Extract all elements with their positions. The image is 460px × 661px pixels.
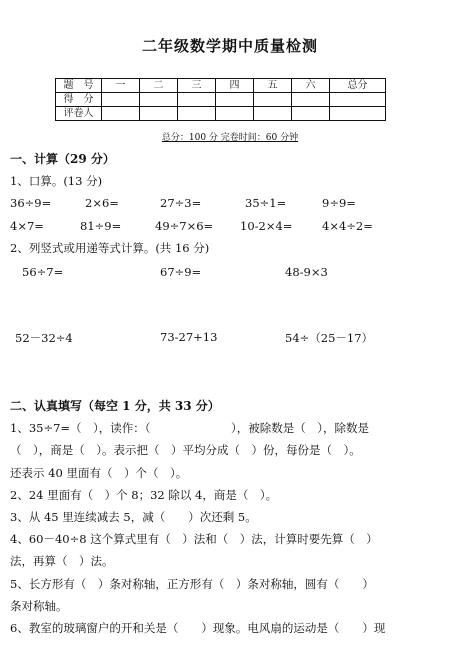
grader-row xyxy=(56,107,386,121)
fill-line: 还表示 40 里面有（ ）个（ ）。 xyxy=(10,466,188,480)
score-table xyxy=(55,78,386,121)
oral-calc-item: 9÷9= xyxy=(322,196,356,210)
fill-line: 3、从 45 里连续减去 5，减（ ）次还剩 5。 xyxy=(10,510,257,524)
score-cell[interactable] xyxy=(330,93,386,107)
grader-cell[interactable] xyxy=(140,107,178,121)
section2-title: 二、认真填写（每空 1 分，共 33 分） xyxy=(10,399,220,413)
header-cell: 二 xyxy=(140,79,178,93)
oral-calc-item: 27÷3= xyxy=(160,196,202,210)
header-cell: 四 xyxy=(216,79,254,93)
oral-calc-item: 81÷9= xyxy=(80,219,122,233)
fill-line: 1、35÷7=（ ），读作：（ ），被除数是（ ），除数是 xyxy=(10,421,370,435)
grader-cell[interactable] xyxy=(102,107,140,121)
score-row xyxy=(56,93,386,107)
header-cell: 五 xyxy=(254,79,292,93)
grader-cell[interactable] xyxy=(254,107,292,121)
row-label: 评卷人 xyxy=(56,107,102,121)
fill-line: 2、24 里面有（ ）个 8；32 除以 4，商是（ ）。 xyxy=(10,488,278,502)
written-calc-item: 56÷7= xyxy=(22,265,64,279)
header-cell: 六 xyxy=(292,79,330,93)
written-calc-item: 67÷9= xyxy=(160,265,202,279)
fill-line: 4、60－40÷8 这个算式里有（ ）法和（ ）法，计算时要先算（ ） xyxy=(10,532,378,546)
header-cell: 一 xyxy=(102,79,140,93)
fill-line: 条对称轴。 xyxy=(10,599,68,613)
score-table-header-row xyxy=(56,79,386,93)
q1-title: 1、口算。(13 分) xyxy=(10,174,103,188)
page-title: 二年级数学期中质量检测 xyxy=(141,37,318,55)
score-cell[interactable] xyxy=(178,93,216,107)
written-calc-item: 54÷（25－17） xyxy=(285,331,374,345)
fill-line: 法，再算（ ）法。 xyxy=(10,554,114,568)
score-cell[interactable] xyxy=(254,93,292,107)
grader-cell[interactable] xyxy=(292,107,330,121)
grader-cell[interactable] xyxy=(330,107,386,121)
exam-meta: 总分：100 分 完卷时间：60 分钟 xyxy=(161,133,299,143)
header-cell: 总分 xyxy=(330,79,386,93)
written-calc-item: 48-9×3 xyxy=(285,265,328,279)
fill-line: 5、长方形有（ ）条对称轴，正方形有（ ）条对称轴，圆有（ ） xyxy=(10,577,374,591)
oral-calc-item: 49÷7×6= xyxy=(155,219,214,233)
section1-title: 一、计算（29 分） xyxy=(10,152,115,166)
score-cell[interactable] xyxy=(292,93,330,107)
header-cell: 三 xyxy=(178,79,216,93)
grader-cell[interactable] xyxy=(178,107,216,121)
grader-cell[interactable] xyxy=(216,107,254,121)
q2-title: 2、列竖式或用递等式计算。(共 16 分) xyxy=(10,241,210,255)
score-cell[interactable] xyxy=(216,93,254,107)
oral-calc-item: 4×7= xyxy=(10,219,44,233)
oral-calc-item: 10-2×4= xyxy=(240,219,293,233)
oral-calc-item: 4×4÷2= xyxy=(322,219,373,233)
oral-calc-item: 36÷9= xyxy=(10,196,52,210)
fill-line: （ ），商是（ ）。表示把（ ）平均分成（ ）份，每份是（ ）。 xyxy=(10,443,361,457)
fill-line: 6、教室的玻璃窗户的开和关是（ ）现象。电风扇的运动是（ ）现 xyxy=(10,621,386,635)
written-calc-item: 73-27+13 xyxy=(160,330,218,344)
row-label: 得 分 xyxy=(56,93,102,107)
written-calc-item: 52－32÷4 xyxy=(15,331,73,345)
oral-calc-item: 35÷1= xyxy=(245,196,287,210)
score-cell[interactable] xyxy=(102,93,140,107)
header-cell: 题 号 xyxy=(56,79,102,93)
oral-calc-item: 2×6= xyxy=(85,196,119,210)
score-cell[interactable] xyxy=(140,93,178,107)
